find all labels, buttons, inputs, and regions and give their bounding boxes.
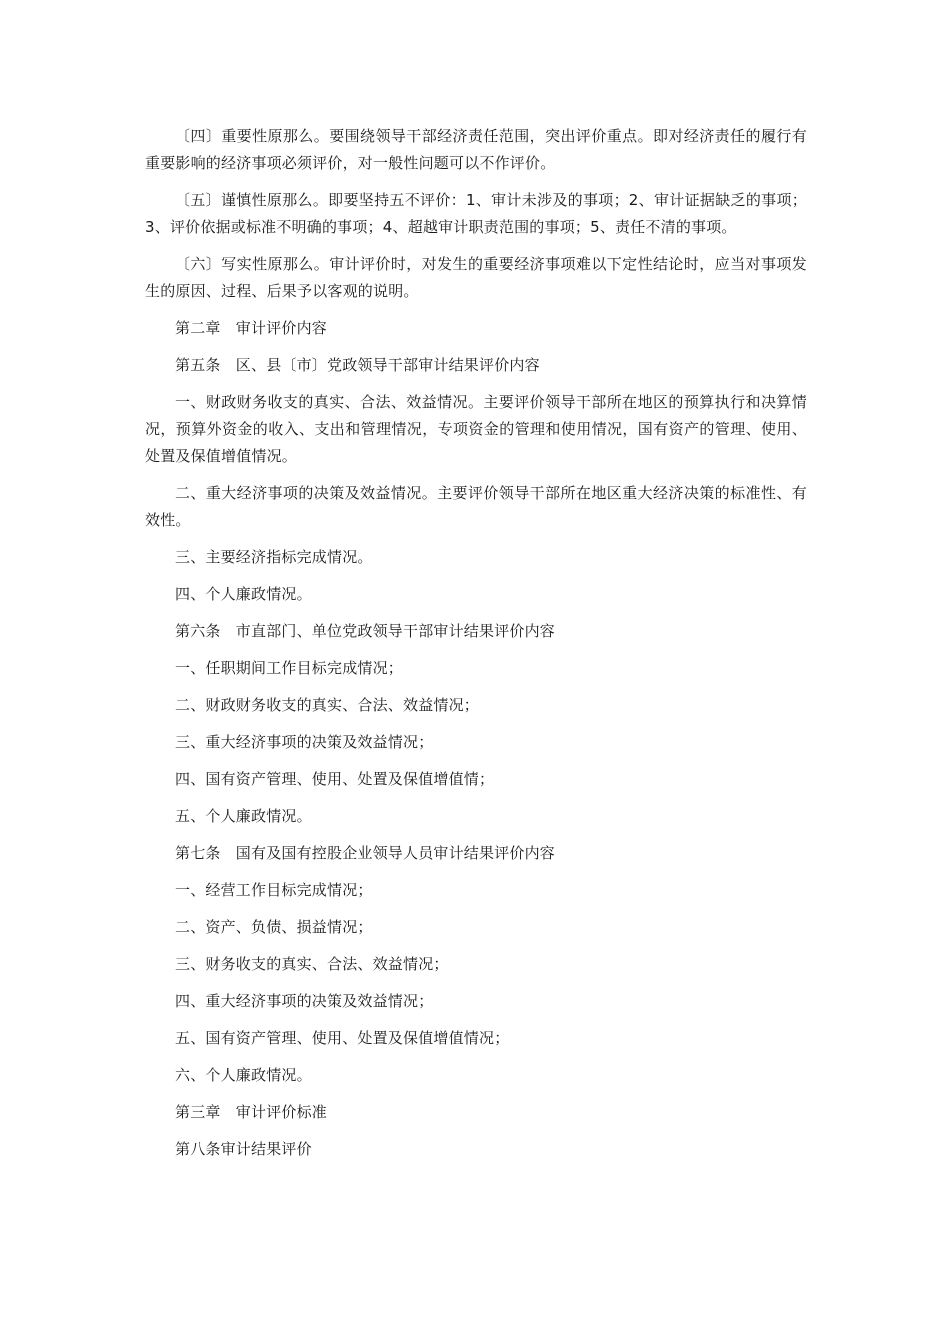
- article-6-item-4: 四、国有资产管理、使用、处置及保值增值情；: [175, 770, 495, 788]
- article-8-heading: 第八条审计结果评价: [175, 1140, 312, 1158]
- paragraph-principle-5: 〔五〕谨慎性原那么。即要坚持五不评价：1、审计未涉及的事项；2、审计证据缺乏的事项；3、评价依据或标准不明确的事项；4、超越审计职责范围的事项；5、责任不清的事项。: [145, 191, 807, 236]
- article-7-item-1: 一、经营工作目标完成情况；: [175, 881, 373, 899]
- article-7-item-6: 六、个人廉政情况。: [175, 1066, 312, 1084]
- paragraph-principle-6: 〔六〕写实性原那么。审计评价时，对发生的重要经济事项难以下定性结论时，应当对事项发生的原因、过程、后果予以客观的说明。: [145, 255, 807, 300]
- article-5-item-1: 一、财政财务收支的真实、合法、效益情况。主要评价领导干部所在地区的预算执行和决算情况，预算外资金的收入、支出和管理情况，专项资金的管理和使用情况，国有资产的管理、使用、处置及保值增值情况。: [145, 393, 807, 465]
- article-7-item-5: 五、国有资产管理、使用、处置及保值增值情况；: [175, 1029, 510, 1047]
- article-6-item-2: 二、财政财务收支的真实、合法、效益情况；: [175, 696, 480, 714]
- paragraph-principle-4: 〔四〕重要性原那么。要围绕领导干部经济责任范围，突出评价重点。即对经济责任的履行有重要影响的经济事项必须评价，对一般性问题可以不作评价。: [145, 127, 807, 172]
- article-6-heading: 第六条 市直部门、单位党政领导干部审计结果评价内容: [175, 622, 556, 640]
- article-6-item-3: 三、重大经济事项的决策及效益情况；: [175, 733, 434, 751]
- article-5-item-4: 四、个人廉政情况。: [175, 585, 312, 603]
- article-7-item-2: 二、资产、负债、损益情况；: [175, 918, 373, 936]
- article-5-heading: 第五条 区、县〔市〕党政领导干部审计结果评价内容: [175, 356, 540, 374]
- article-7-heading: 第七条 国有及国有控股企业领导人员审计结果评价内容: [175, 844, 556, 862]
- article-7-item-3: 三、财务收支的真实、合法、效益情况；: [175, 955, 449, 973]
- chapter-3-heading: 第三章 审计评价标准: [175, 1103, 328, 1121]
- article-5-item-3: 三、主要经济指标完成情况。: [175, 548, 373, 566]
- chapter-2-heading: 第二章 审计评价内容: [175, 319, 328, 337]
- document-body: [145, 123, 807, 1173]
- article-6-item-1: 一、任职期间工作目标完成情况；: [175, 659, 404, 677]
- article-7-item-4: 四、重大经济事项的决策及效益情况；: [175, 992, 434, 1010]
- article-6-item-5: 五、个人廉政情况。: [175, 807, 312, 825]
- article-5-item-2: 二、重大经济事项的决策及效益情况。主要评价领导干部所在地区重大经济决策的标准性、有效性。: [145, 484, 807, 529]
